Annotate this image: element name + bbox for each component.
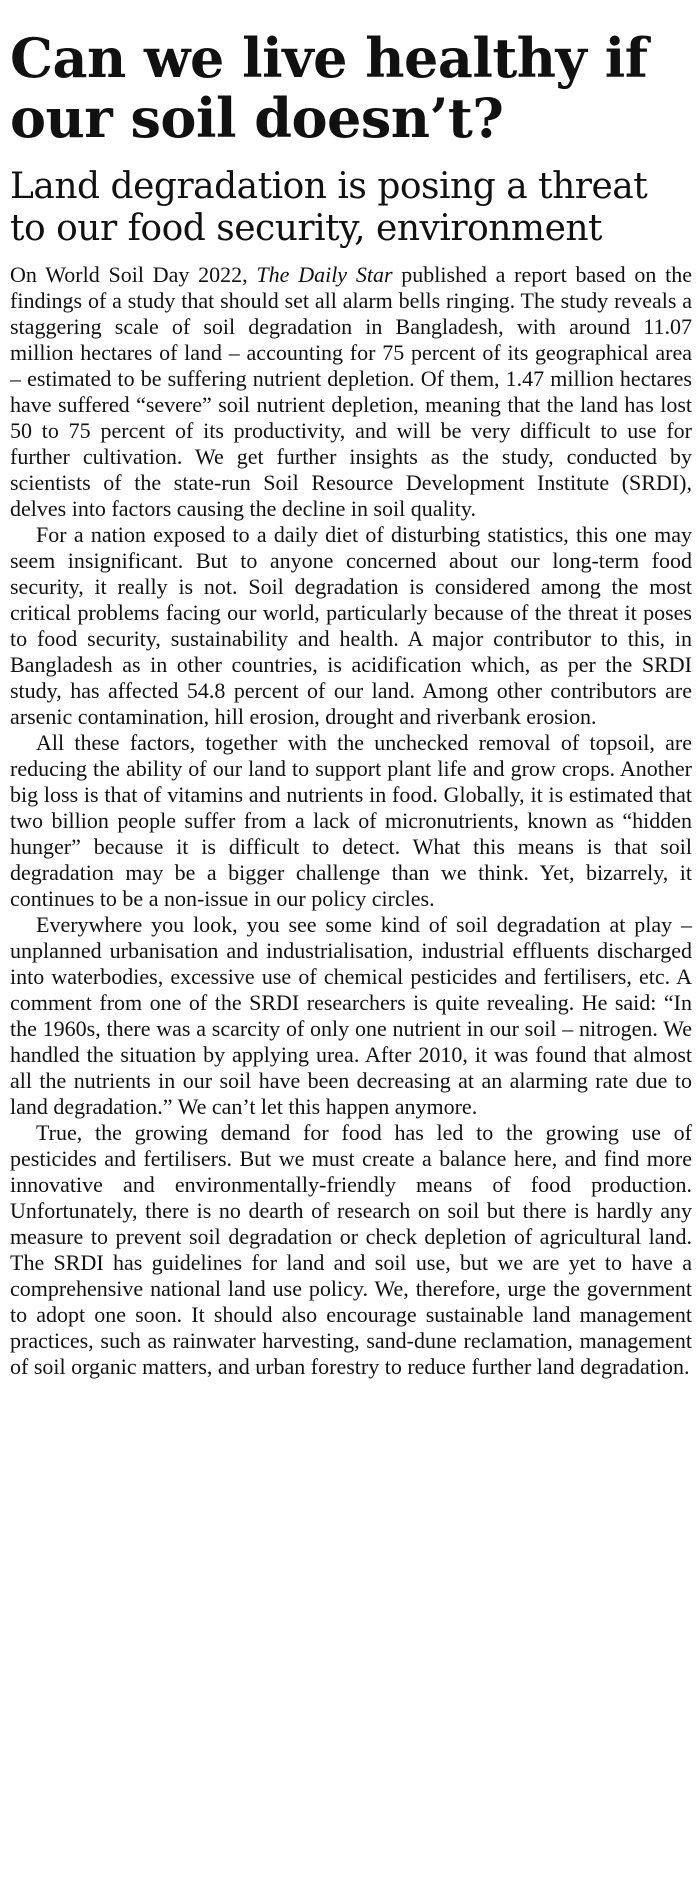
paragraph-1 (10, 262, 692, 522)
article (0, 28, 700, 1380)
paragraph-4: Everywhere you look, you see some kind of soil degradation at play – unplanned urbanisation and industrialisation, industrial effluents discharged into waterbodies, excessive use of chemical pesticides and fertilisers, etc. A comment from one of the SRDI researchers is quite revealing. He said: “In the 1960s, there was a scarcity of only one nutrient in our soil – nitrogen. We handled the situation by applying urea. After 2010, it was found that almost all the nutrients in our soil have been decreasing at an alarming rate due to land degradation.” We can’t let this happen anymore. (10, 912, 692, 1119)
paragraph-2: For a nation exposed to a daily diet of disturbing statistics, this one may seem insignificant. But to anyone concerned about our long-term food security, it really is not. Soil degradation is considered among the most critical problems facing our world, particularly because of the threat it poses to food security, sustainability and health. A major contributor to this, in Bangladesh as in other countries, is acidification which, as per the SRDI study, has affected 54.8 percent of our land. Among other contributors are arsenic contamination, hill erosion, drought and riverbank erosion. (10, 522, 692, 729)
headline: Can we live healthy if our soil doesn’t? (10, 26, 648, 150)
paragraph-3: All these factors, together with the unchecked removal of topsoil, are reducing the ability of our land to support plant life and grow crops. Another big loss is that of vitamins and nutrients in food. Globally, it is estimated that two billion people suffer from a lack of micronutrients, known as “hidden hunger” because it is difficult to detect. What this means is that soil degradation may be a bigger challenge than we think. Yet, bizarrely, it continues to be a non-issue in our policy circles. (10, 730, 692, 911)
publication-name: The Daily Star (256, 262, 393, 287)
paragraph-1-rest: published a report based on the findings of a study that should set all alarm bells ringing. The study reveals a staggering scale of soil degradation in Bangladesh, with around 11.07 million hectares of land – accounting for 75 percent of its geographical area – estimated to be suffering nutrient depletion. Of them, 1.47 million hectares have suffered “severe” soil nutrient depletion, meaning that the land has lost 50 to 75 percent of its productivity, and will be very difficult to use for further cultivation. We get further insights as the study, conducted by scientists of the state-run Soil Resource Development Institute (SRDI), delves into factors causing the decline in soil quality. (10, 262, 692, 521)
paragraph-5: True, the growing demand for food has led to the growing use of pesticides and fertilisers. But we must create a balance here, and find more innovative and environmentally-friendly means of food production. Unfortunately, there is no dearth of research on soil but there is hardly any measure to prevent soil degradation or check depletion of agricultural land. The SRDI has guidelines for land and soil use, but we are yet to have a comprehensive national land use policy. We, therefore, urge the government to adopt one soon. It should also encourage sustainable land management practices, such as rainwater harvesting, sand-dune reclamation, management of soil organic matters, and urban forestry to reduce further land degradation. (10, 1120, 692, 1379)
article-body (10, 262, 692, 1380)
paragraph-1-lead: On World Soil Day 2022, (10, 262, 257, 287)
subheadline: Land degradation is posing a threat to our food security, environment (10, 166, 648, 249)
